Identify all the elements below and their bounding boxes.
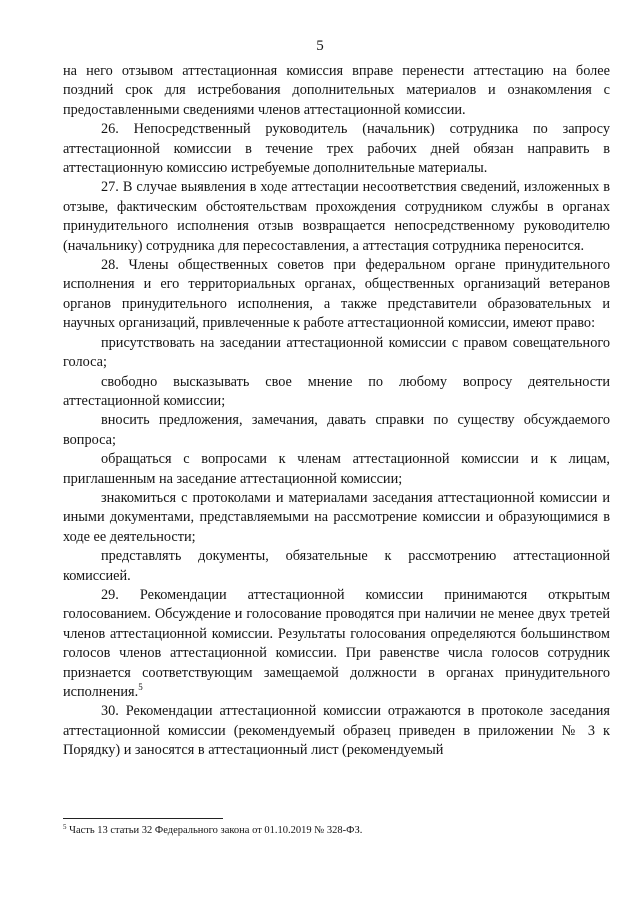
paragraph-30: 30. Рекомендации аттестационной комиссии отражаются в протоколе заседания аттестационной комиссии (рекомендуемый образец приведен в приложении № 3 к Порядку) и заносятся в аттестационный лист (рекомендуемый xyxy=(63,703,610,759)
footnote-marker: 5 xyxy=(63,823,67,831)
right-item-submit-documents: представлять документы, обязательные к рассмотрению аттестационной комиссией. xyxy=(63,548,610,584)
footnote-text: Часть 13 статьи 32 Федерального закона от 01.10.2019 № 328-ФЗ. xyxy=(69,825,363,836)
right-item-attend: присутствовать на заседании аттестационной комиссии с правом совещательного голоса; xyxy=(63,334,610,371)
right-item-express-opinion: свободно высказывать свое мнение по любому вопросу деятельности аттестационной комиссии; xyxy=(63,373,610,409)
right-item-ask-questions: обращаться с вопросами к членам аттестационной комиссии и к лицам, приглашенным на заседание аттестационной комиссии; xyxy=(63,451,610,487)
page-number: 5 xyxy=(316,38,324,54)
paragraph-continuation: на него отзывом аттестационная комиссия вправе перенести аттестацию на более поздний срок для истребования дополнительных материалов и ознакомления с предоставленными сведениями членов аттестационной комиссии. xyxy=(63,63,610,118)
paragraph-29-text: 29. Рекомендации аттестационной комиссии принимаются открытым голосованием. Обсуждение и голосование проводятся при наличии не менее двух третей членов аттестационной комиссии. Результаты голосования определяются большинством голосов членов аттестационной комиссии. При равенстве числа голосов сотрудник признается соответствующим замещаемой должности в органах принудительного исполнения. xyxy=(63,586,610,700)
document-body xyxy=(63,62,610,761)
right-item-make-proposals: вносить предложения, замечания, давать справки по существу обсуждаемого вопроса; xyxy=(63,412,610,448)
footnote xyxy=(63,824,610,838)
paragraph-29 xyxy=(63,586,610,702)
paragraph-26: 26. Непосредственный руководитель (начальник) сотрудника по запросу аттестационной комиссии в течение трех рабочих дней обязан направить в аттестационную комиссию истребуемые дополнительные материалы. xyxy=(63,121,610,177)
footnote-reference: 5 xyxy=(138,682,143,692)
paragraph-27: 27. В случае выявления в ходе аттестации несоответствия сведений, изложенных в отзыве, фактическим обстоятельствам прохождения сотрудником службы в органах принудительного исполнения отзыв возвращается непосредственному руководителю (начальнику) сотрудника для пересоставления, а аттестация сотрудника переносится. xyxy=(63,179,610,254)
footnote-divider xyxy=(63,818,223,819)
right-item-review-documents: знакомиться с протоколами и материалами заседания аттестационной комиссии и иными документами, представляемыми на рассмотрение комиссии и образующимися в ходе ее деятельности; xyxy=(63,489,610,545)
paragraph-28: 28. Члены общественных советов при федеральном органе принудительного исполнения и его территориальных органах, общественных организаций ветеранов органов принудительного исполнения, а также представители образовательных и научных организаций, привлеченные к работе аттестационной комиссии, имеют право: xyxy=(63,257,610,332)
